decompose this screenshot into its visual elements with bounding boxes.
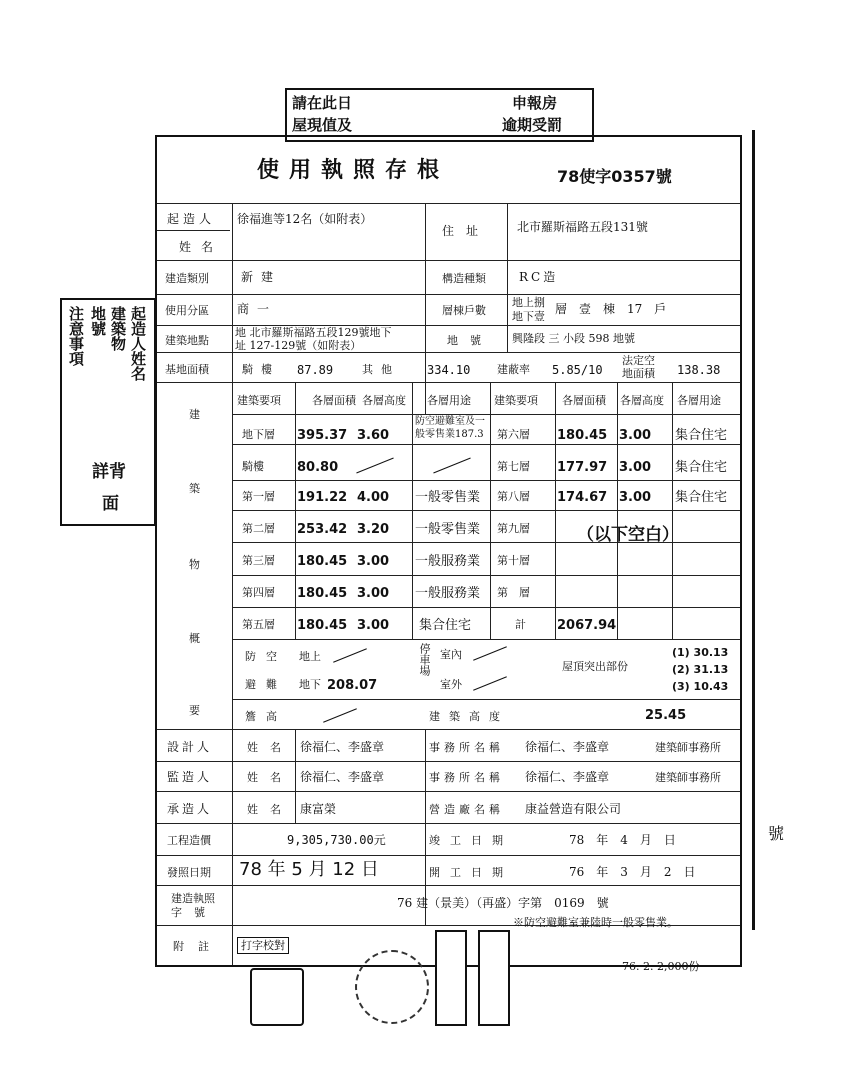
zone-value: 商一 (237, 302, 278, 316)
floor-name: 第六層 (497, 428, 530, 441)
applicant-name-label: 姓名 (179, 240, 224, 254)
site-value-1: 地 北市羅斯福路五段129號地下 (235, 326, 392, 339)
supervisor-name: 徐福仁、李盛章 (300, 770, 385, 784)
designer-office-label: 事務所名稱 (429, 741, 504, 754)
floor-name: 計 (515, 618, 526, 631)
floor-height: 3.00 (619, 460, 652, 475)
form-code: 76. 2. 2,000份 (622, 960, 700, 973)
floor-name: 第四層 (242, 586, 275, 599)
permit-label-2: 字號 (171, 906, 217, 919)
parking-out: 室外 (440, 678, 462, 691)
floor-area: 180.45 (297, 586, 348, 601)
eave-label: 簷高 (245, 710, 287, 723)
area-sub1: 騎樓 (242, 363, 280, 376)
floor-height: 3.00 (357, 554, 390, 569)
floor-area: 395.37 (297, 428, 348, 443)
shelter-label-1: 防空 (245, 650, 287, 663)
type-value: 新建 (241, 270, 282, 284)
floor-height: 3.00 (619, 428, 652, 443)
floor-height: 3.00 (357, 586, 390, 601)
floors-rest: 層 壹 棟 17 戶 (555, 302, 667, 316)
coverage-value: 5.85/10 (552, 363, 603, 377)
type-label: 建造類別 (165, 272, 209, 285)
start-value: 76 年 3 月 2 日 (569, 865, 696, 879)
lot-value: 興隆段 三 小段 598 地號 (512, 332, 635, 345)
form-title: 使用執照存根 (257, 157, 450, 183)
site-label: 建築地點 (165, 334, 209, 347)
floor-name: 第七層 (497, 460, 530, 473)
top-stamp-line2: 屋現值及 (292, 116, 353, 134)
supervisor-office-label: 事務所名稱 (429, 771, 504, 784)
head-item: 建築要項 (237, 394, 281, 407)
contractor-role: 承造人 (167, 802, 213, 816)
contractor-office: 康益營造有限公司 (525, 802, 622, 816)
right-margin-text: 號 (768, 824, 785, 843)
floor-name: 第十層 (497, 554, 530, 567)
designer-office: 徐福仁、李盛章 (525, 740, 610, 754)
cost-value: 9,305,730.00元 (287, 833, 386, 847)
area-label: 基地面積 (165, 363, 209, 376)
supervisor-name-label: 姓名 (247, 771, 293, 784)
head-area-r: 各層面積 (562, 394, 606, 407)
head-area: 各層面積 (312, 394, 356, 407)
head-height-r: 各層高度 (620, 394, 664, 407)
floor-area: 180.45 (557, 428, 608, 443)
shelter-down-value: 208.07 (327, 678, 378, 693)
left-stamp-back-1: 詳背 (92, 462, 126, 482)
top-stamp (285, 88, 594, 142)
floor-use: 集合住宅 (675, 460, 728, 475)
floor-area: 180.45 (297, 554, 348, 569)
floors-up: 地上捌 (512, 296, 545, 309)
designer-name-label: 姓名 (247, 741, 293, 754)
roof-label: 屋頂突出部份 (562, 660, 628, 673)
floor-name: 騎樓 (242, 460, 264, 473)
roof-v2: (2) 31.13 (672, 663, 729, 676)
designer-office-type: 建築師事務所 (655, 741, 721, 754)
supervisor-role: 監造人 (167, 770, 213, 784)
left-stamp (60, 298, 156, 526)
head-height: 各層高度 (362, 394, 406, 407)
floor-name: 第 層 (497, 586, 530, 599)
contractor-name: 康富榮 (300, 802, 337, 816)
start-label: 開工日期 (429, 866, 513, 879)
bldg-side-4: 概 (189, 632, 200, 645)
top-stamp-line2b: 逾期受罰 (502, 116, 563, 134)
left-stamp-back-2: 面 (102, 494, 119, 514)
permit-number: 78使字0357號 (557, 167, 672, 186)
permit-form (155, 135, 742, 967)
floor-area: 180.45 (297, 618, 348, 633)
top-stamp-line1b: 申報房 (512, 94, 558, 112)
parking-label: 停車場 (418, 643, 431, 676)
seal-box-2 (435, 930, 467, 1026)
open-value: 138.38 (677, 363, 721, 377)
height-label: 建築高度 (429, 710, 509, 723)
floors-label: 層棟戶數 (442, 304, 486, 317)
floor-use: 集合住宅 (419, 618, 472, 633)
struct-value: RC造 (519, 270, 559, 284)
bldg-side-2: 築 (189, 482, 200, 495)
open-label-2: 地面積 (622, 367, 655, 380)
floor-height: 3.20 (357, 522, 390, 537)
note-check: 打字校對 (237, 937, 289, 954)
right-edge-line (752, 130, 755, 930)
permit-value: 76 建（景美）（再盛）字第 0169 號 (397, 896, 609, 910)
contractor-office-label: 營造廠名稱 (429, 803, 504, 816)
floor-area: 2067.94 (557, 618, 617, 633)
roof-v3: (3) 10.43 (672, 680, 729, 693)
coverage-label: 建蔽率 (497, 363, 530, 376)
applicant-value: 徐福進等12名（如附表） (237, 212, 373, 226)
shelter-down: 地下 (299, 678, 321, 691)
note-text: ※防空避難室兼陸時一般零售業。 (513, 916, 678, 929)
head-item-r: 建築要項 (494, 394, 538, 407)
floor-name: 第一層 (242, 490, 275, 503)
floor-use: 防空避難室及一般零售業187.3 (415, 416, 485, 440)
roof-v1: (1) 30.13 (672, 646, 729, 659)
open-label-1: 法定空 (622, 354, 655, 367)
floor-use: 一般服務業 (415, 586, 481, 601)
done-label: 竣工日期 (429, 834, 513, 847)
floor-use: 集合住宅 (675, 490, 728, 505)
bldg-side-3: 物 (189, 558, 200, 571)
lot-label: 地號 (447, 334, 493, 347)
floor-use: 一般服務業 (415, 554, 481, 569)
floor-area: 174.67 (557, 490, 608, 505)
parking-in: 室內 (440, 648, 462, 661)
blank-note: （以下空白） (577, 525, 679, 545)
area-v1: 87.89 (297, 363, 334, 377)
area-v2: 334.10 (427, 363, 471, 377)
area-sub2: 其他 (362, 363, 400, 376)
address-value: 北市羅斯福路五段131號 (517, 220, 648, 234)
issue-label: 發照日期 (167, 866, 211, 879)
seal-box-1 (250, 968, 304, 1026)
floor-area: 253.42 (297, 522, 348, 537)
bldg-side-1: 建 (189, 408, 200, 421)
floor-area: 177.97 (557, 460, 608, 475)
address-label: 住址 (442, 224, 491, 238)
head-use: 各層用途 (427, 394, 471, 407)
issue-value: 78 年 5 月 12 日 (239, 859, 379, 880)
struct-label: 構造種類 (442, 272, 486, 285)
floor-name: 第八層 (497, 490, 530, 503)
seal-mark (355, 950, 429, 1024)
supervisor-office: 徐福仁、李盛章 (525, 770, 610, 784)
floor-name: 第九層 (497, 522, 530, 535)
cost-label: 工程造價 (167, 834, 211, 847)
applicant-label: 起造人 (167, 212, 216, 226)
floor-use: 一般零售業 (415, 522, 481, 537)
floor-area: 80.80 (297, 460, 339, 475)
left-stamp-col3: 地號 (89, 306, 107, 336)
floor-height: 4.00 (357, 490, 390, 505)
designer-role: 設計人 (167, 740, 213, 754)
height-value: 25.45 (645, 708, 687, 723)
zone-label: 使用分區 (165, 304, 209, 317)
permit-label-1: 建造執照 (171, 892, 215, 905)
shelter-label-2: 避難 (245, 678, 287, 691)
head-use-r: 各層用途 (677, 394, 721, 407)
supervisor-office-type: 建築師事務所 (655, 771, 721, 784)
designer-name: 徐福仁、李盛章 (300, 740, 385, 754)
site-value-2: 址 127-129號（如附表） (235, 339, 362, 352)
floor-name: 第二層 (242, 522, 275, 535)
done-value: 78 年 4 月 日 (569, 833, 676, 847)
floor-use: 集合住宅 (675, 428, 728, 443)
bldg-side-5: 要 (189, 704, 200, 717)
note-label: 附註 (173, 940, 223, 953)
floor-name: 第五層 (242, 618, 275, 631)
top-stamp-line1: 請在此日 (292, 94, 353, 112)
floor-height: 3.60 (357, 428, 390, 443)
floor-height: 3.00 (357, 618, 390, 633)
left-stamp-col1: 起造人姓名 (129, 306, 147, 381)
shelter-up: 地上 (299, 650, 321, 663)
seal-box-3 (478, 930, 510, 1026)
contractor-name-label: 姓名 (247, 803, 293, 816)
floor-name: 地下層 (242, 428, 275, 441)
floor-area: 191.22 (297, 490, 348, 505)
floor-name: 第三層 (242, 554, 275, 567)
floors-down: 地下壹 (512, 310, 545, 323)
floor-use: 一般零售業 (415, 490, 481, 505)
floor-height: 3.00 (619, 490, 652, 505)
left-stamp-col2: 建築物 (109, 306, 127, 351)
left-stamp-col4: 注意事項 (67, 306, 85, 366)
